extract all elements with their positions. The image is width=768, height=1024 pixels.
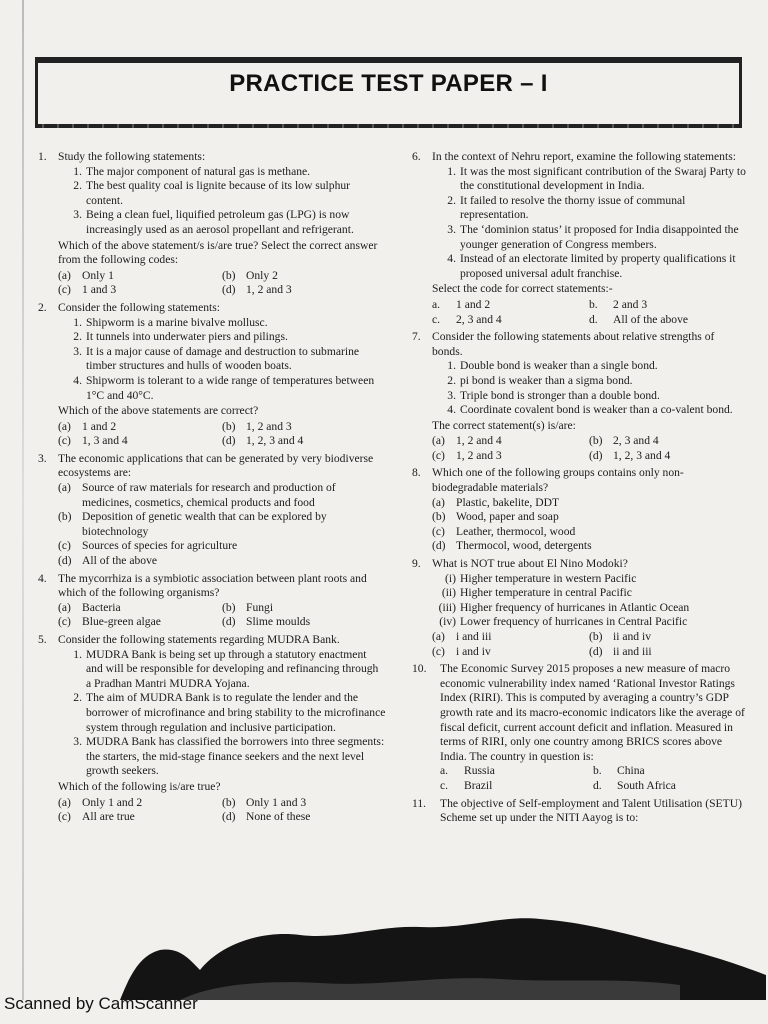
statement-list [432, 572, 746, 630]
statement-item [62, 345, 386, 374]
option-text: Only 1 and 3 [246, 795, 307, 809]
option-letter: (d) [432, 539, 446, 553]
statement-item [436, 403, 746, 418]
statement-text: The major component of natural gas is methane. [86, 164, 311, 178]
option-letter: (c) [432, 644, 445, 658]
right-column [412, 150, 746, 829]
question-stem: The mycorrhiza is a symbiotic association between plant roots and which of the following organisms? [58, 571, 367, 600]
statement-text: The aim of MUDRA Bank is to regulate the lender and the borrower of microfinance and bring stability to the microfinance system through regulation and inclusive participation. [86, 691, 386, 734]
header-rule [35, 124, 742, 128]
statement-number: 3. [73, 344, 82, 358]
statement-text: Shipworm is a marine bivalve mollusc. [86, 315, 268, 329]
question-number: 8. [412, 466, 421, 480]
answer-option [58, 434, 222, 449]
statement-item [436, 223, 746, 252]
question-number: 10. [412, 662, 427, 676]
statement-text: It is a major cause of damage and destruction to submarine timber structures and hulls of wooden boats. [86, 344, 360, 373]
statement-number: 2. [73, 330, 82, 344]
statement-text: The best quality coal is lignite because of its low sulphur content. [86, 179, 351, 207]
option-text: Slime moulds [246, 615, 311, 629]
answer-option [58, 420, 222, 435]
statement-item [62, 648, 386, 692]
answer-option [58, 615, 222, 630]
answer-option [440, 764, 593, 779]
answer-options [58, 269, 386, 298]
option-letter: (d) [222, 810, 236, 824]
statement-text: Triple bond is stronger than a double bond. [460, 388, 660, 402]
option-letter: (a) [58, 795, 71, 809]
statement-text: pi bond is weaker than a sigma bond. [460, 373, 633, 387]
answer-option [222, 269, 386, 284]
question [38, 301, 386, 449]
option-letter: c. [440, 778, 449, 792]
option-letter: d. [589, 312, 598, 326]
bottom-illustration [120, 905, 766, 1000]
option-letter: b. [593, 764, 602, 778]
question-stem: Consider the following statements regarding MUDRA Bank. [58, 633, 340, 646]
answer-options [58, 601, 386, 630]
statement-text: Being a clean fuel, liquified petroleum gas (LPG) is now increasingly used as an aerosol propellant and refrigerant. [86, 208, 354, 236]
answer-options [432, 496, 746, 554]
answer-option [440, 779, 593, 794]
statement-item [436, 586, 746, 601]
answer-option [432, 645, 589, 660]
option-text: Russia [464, 764, 495, 778]
answer-option [222, 810, 386, 825]
statement-number: 4. [73, 373, 82, 387]
answer-options [58, 420, 386, 449]
option-letter: (d) [222, 283, 236, 297]
option-text: Brazil [464, 778, 493, 792]
statement-text: It tunnels into underwater piers and pilings. [86, 330, 288, 344]
answer-option [58, 283, 222, 298]
statement-text: Shipworm is tolerant to a wide range of temperatures between 1°C and 40°C. [86, 373, 375, 402]
option-letter: (b) [58, 510, 72, 524]
option-letter: c. [432, 312, 441, 326]
answer-option [58, 796, 222, 811]
answer-option [589, 313, 746, 328]
statement-number: 1. [73, 647, 82, 661]
option-text: Only 1 [82, 268, 114, 282]
statement-number: 2. [447, 373, 456, 387]
answer-option [58, 810, 222, 825]
statement-number: 2. [73, 691, 82, 705]
option-text: None of these [246, 810, 311, 824]
question-number: 3. [38, 451, 47, 465]
question-prompt: Which of the above statement/s is/are true? Select the correct answer from the following codes: [58, 238, 378, 267]
option-letter: (b) [222, 268, 236, 282]
left-column [38, 150, 386, 828]
option-text: All are true [82, 810, 135, 824]
answer-option [222, 601, 386, 616]
option-letter: (b) [222, 795, 236, 809]
answer-option [593, 764, 746, 779]
question-stem: The economic applications that can be generated by very biodiverse ecosystems are: [58, 451, 374, 480]
option-letter: (a) [58, 481, 71, 495]
answer-option [222, 420, 386, 435]
answer-options [440, 764, 746, 793]
question-prompt: Which of the following is/are true? [58, 779, 221, 793]
answer-options [58, 481, 386, 569]
option-letter: b. [589, 297, 598, 311]
statement-item [62, 165, 386, 180]
option-letter: (c) [432, 448, 445, 462]
option-text: All of the above [82, 554, 158, 568]
answer-option [432, 434, 589, 449]
question-prompt: Which of the above statements are correct? [58, 404, 259, 418]
option-text: 2 and 3 [613, 297, 648, 311]
option-text: 2, 3 and 4 [456, 312, 502, 326]
option-letter: (d) [589, 644, 603, 658]
option-letter: (d) [58, 554, 72, 568]
statement-number: (i) [445, 571, 456, 585]
answer-option [58, 269, 222, 284]
answer-option [222, 434, 386, 449]
statement-number: 3. [73, 735, 82, 749]
statement-item [62, 316, 386, 331]
question-prompt: The correct statement(s) is/are: [432, 418, 576, 432]
statement-text: It was the most significant contribution of the Swaraj Party to the constitutional development in India. [460, 164, 746, 193]
scanner-watermark: Scanned by CamScanner [4, 994, 198, 1013]
statement-item [436, 389, 746, 404]
answer-options [58, 796, 386, 825]
statement-text: MUDRA Bank has classified the borrowers into three segments: the starters, the mid-stage finance seekers and the next level growth seekers. [86, 735, 385, 778]
option-letter: a. [440, 764, 449, 778]
option-letter: (b) [432, 510, 446, 524]
question-stem: In the context of Nehru report, examine the following statements: [432, 150, 736, 163]
statement-text: Lower frequency of hurricanes in Central Pacific [460, 615, 688, 629]
statement-text: Coordinate covalent bond is weaker than a co-valent bond. [460, 403, 733, 417]
option-letter: (b) [222, 600, 236, 614]
question [38, 633, 386, 825]
statement-number: 4. [447, 403, 456, 417]
option-letter: (b) [222, 419, 236, 433]
statement-number: 1. [73, 315, 82, 329]
question [412, 150, 746, 327]
option-text: China [617, 764, 645, 778]
question-number: 2. [38, 300, 47, 314]
statement-item [436, 359, 746, 374]
statement-number: 3. [73, 208, 82, 222]
option-letter: (c) [58, 810, 71, 824]
question [412, 330, 746, 463]
option-text: 1, 2 and 3 [456, 448, 502, 462]
question-stem: Consider the following statements about relative strengths of bonds. [432, 330, 715, 358]
statement-item [62, 179, 386, 208]
option-letter: (a) [58, 268, 71, 282]
option-text: 1, 2, 3 and 4 [246, 434, 304, 448]
question-number: 7. [412, 330, 421, 344]
statement-text: The ‘dominion status’ it proposed for India disappointed the younger generation of Congress members. [460, 222, 739, 251]
answer-option [432, 496, 746, 511]
statement-number: 1. [447, 359, 456, 373]
answer-option [589, 645, 746, 660]
option-letter: (a) [432, 434, 445, 448]
option-letter: (c) [432, 524, 445, 538]
option-letter: d. [593, 778, 602, 792]
answer-option [432, 539, 746, 554]
answer-option [58, 510, 386, 539]
question [412, 557, 746, 659]
statement-text: MUDRA Bank is being set up through a statutory enactment and will be responsible for developing and refinancing through a Pradhan Mantri MUDRA Yojana. [86, 647, 379, 690]
option-text: Leather, thermocol, wood [456, 524, 576, 538]
question-number: 6. [412, 150, 421, 163]
statement-number: (ii) [441, 586, 456, 600]
option-letter: (d) [222, 615, 236, 629]
option-text: 1 and 2 [82, 419, 117, 433]
option-text: Deposition of genetic wealth that can be explored by biotechnology [82, 510, 327, 538]
statement-text: Higher temperature in central Pacific [460, 586, 632, 600]
option-text: Fungi [246, 600, 274, 614]
statement-number: 4. [447, 252, 456, 266]
option-text: Sources of species for agriculture [82, 539, 238, 553]
question-stem: Study the following statements: [58, 150, 206, 163]
option-text: Only 1 and 2 [82, 795, 143, 809]
question-number: 1. [38, 150, 47, 163]
option-letter: (c) [58, 283, 71, 297]
option-letter: (c) [58, 539, 71, 553]
statement-number: 2. [447, 193, 456, 207]
option-text: i and iii [456, 630, 492, 643]
statement-item [436, 572, 746, 587]
statement-list [432, 165, 746, 282]
statement-number: (iv) [439, 615, 456, 629]
answer-options [432, 630, 746, 659]
page-edge [22, 0, 24, 1000]
statement-text: Double bond is weaker than a single bond. [460, 359, 658, 373]
statement-item [436, 601, 746, 616]
answer-option [589, 298, 746, 313]
option-text: Thermocol, wood, detergents [456, 539, 592, 553]
question-stem: Which one of the following groups contains only non-biodegradable materials? [432, 466, 684, 495]
statement-item [62, 691, 386, 735]
question-number: 4. [38, 571, 47, 585]
statement-item [436, 165, 746, 194]
option-text: South Africa [617, 778, 676, 792]
question [38, 452, 386, 569]
answer-option [432, 449, 589, 464]
question [412, 466, 746, 554]
option-text: 1, 3 and 4 [82, 434, 128, 448]
option-letter: (a) [432, 630, 445, 643]
statement-text: Higher temperature in western Pacific [460, 571, 637, 585]
answer-option [593, 779, 746, 794]
option-letter: (b) [589, 434, 603, 448]
option-text: ii and iii [613, 644, 652, 658]
option-letter: (d) [589, 448, 603, 462]
question-number: 11. [412, 796, 427, 810]
option-text: 1, 2 and 4 [456, 434, 502, 448]
option-text: Plastic, bakelite, DDT [456, 495, 560, 509]
answer-option [589, 434, 746, 449]
answer-option [589, 630, 746, 645]
option-letter: (c) [58, 615, 71, 629]
option-text: 1 and 2 [456, 297, 491, 311]
option-letter: (c) [58, 434, 71, 448]
question [38, 572, 386, 630]
statement-item [436, 374, 746, 389]
question-stem: Consider the following statements: [58, 300, 220, 314]
answer-option [58, 481, 386, 510]
statement-number: 2. [73, 179, 82, 193]
question-number: 9. [412, 557, 421, 571]
option-letter: a. [432, 297, 441, 311]
answer-options [432, 434, 746, 463]
option-letter: (a) [58, 419, 71, 433]
option-text: 1 and 3 [82, 283, 117, 297]
answer-option [432, 630, 589, 645]
statement-item [62, 330, 386, 345]
option-letter: (b) [589, 630, 603, 643]
option-text: Wood, paper and soap [456, 510, 559, 524]
answer-option [58, 539, 386, 554]
question-stem: The objective of Self-employment and Talent Utilisation (SETU) Scheme set up under the NITI Aayog is to: [440, 796, 742, 825]
statement-number: 1. [73, 164, 82, 178]
option-text: Blue-green algae [82, 615, 161, 629]
option-text: Only 2 [246, 268, 278, 282]
option-text: 1, 2 and 3 [246, 283, 292, 297]
answer-option [432, 298, 589, 313]
statement-item [62, 374, 386, 403]
statement-number: 1. [447, 164, 456, 178]
statement-item [62, 735, 386, 779]
statement-list [58, 648, 386, 779]
answer-option [58, 601, 222, 616]
option-letter: (d) [222, 434, 236, 448]
statement-item [436, 194, 746, 223]
answer-option [222, 283, 386, 298]
answer-option [432, 510, 746, 525]
statement-text: Instead of an electorate limited by property qualifications it proposed universal adult franchise. [460, 252, 736, 280]
option-text: i and iv [456, 644, 491, 658]
option-text: ii and iv [613, 630, 651, 643]
statement-item [436, 252, 746, 281]
answer-option [222, 796, 386, 811]
option-letter: (a) [58, 600, 71, 614]
statement-item [436, 615, 746, 630]
answer-option [222, 615, 386, 630]
question-prompt: Select the code for correct statements:- [432, 282, 613, 296]
statement-list [58, 165, 386, 238]
option-text: 2, 3 and 4 [613, 434, 659, 448]
option-text: Source of raw materials for research and production of medicines, cosmetics, chemical products and food [82, 481, 336, 509]
statement-number: (iii) [438, 600, 456, 614]
question-stem: The Economic Survey 2015 proposes a new measure of macro economic vulnerability index named ‘Rational Investor Ratings Index (RIRI). This is computed by averaging a country’s GDP growth rate and its macro-economic indicators like the average of fiscal deficit, current account deficit and inflation. Measured in terms of RIRI, only one country among BRICS scores above India. The country in question is: [440, 662, 745, 763]
statement-text: It failed to resolve the thorny issue of communal representation. [460, 193, 686, 222]
answer-option [432, 313, 589, 328]
question-stem: What is NOT true about El Nino Modoki? [432, 557, 628, 571]
option-text: Bacteria [82, 600, 121, 614]
answer-option [589, 449, 746, 464]
question [412, 797, 746, 826]
question [412, 662, 746, 793]
statement-list [432, 359, 746, 417]
statement-text: Higher frequency of hurricanes in Atlantic Ocean [460, 600, 690, 614]
answer-options [432, 298, 746, 327]
question-number: 5. [38, 633, 47, 646]
statement-item [62, 208, 386, 237]
answer-option [432, 525, 746, 540]
answer-option [58, 554, 386, 569]
option-text: 1, 2, 3 and 4 [613, 448, 671, 462]
statement-list [58, 316, 386, 404]
page-title: PRACTICE TEST PAPER – I [229, 70, 548, 97]
option-text: 1, 2 and 3 [246, 419, 292, 433]
statement-number: 3. [447, 388, 456, 402]
statement-number: 3. [447, 222, 456, 236]
option-text: All of the above [613, 312, 689, 326]
option-letter: (a) [432, 495, 445, 509]
question [38, 150, 386, 298]
